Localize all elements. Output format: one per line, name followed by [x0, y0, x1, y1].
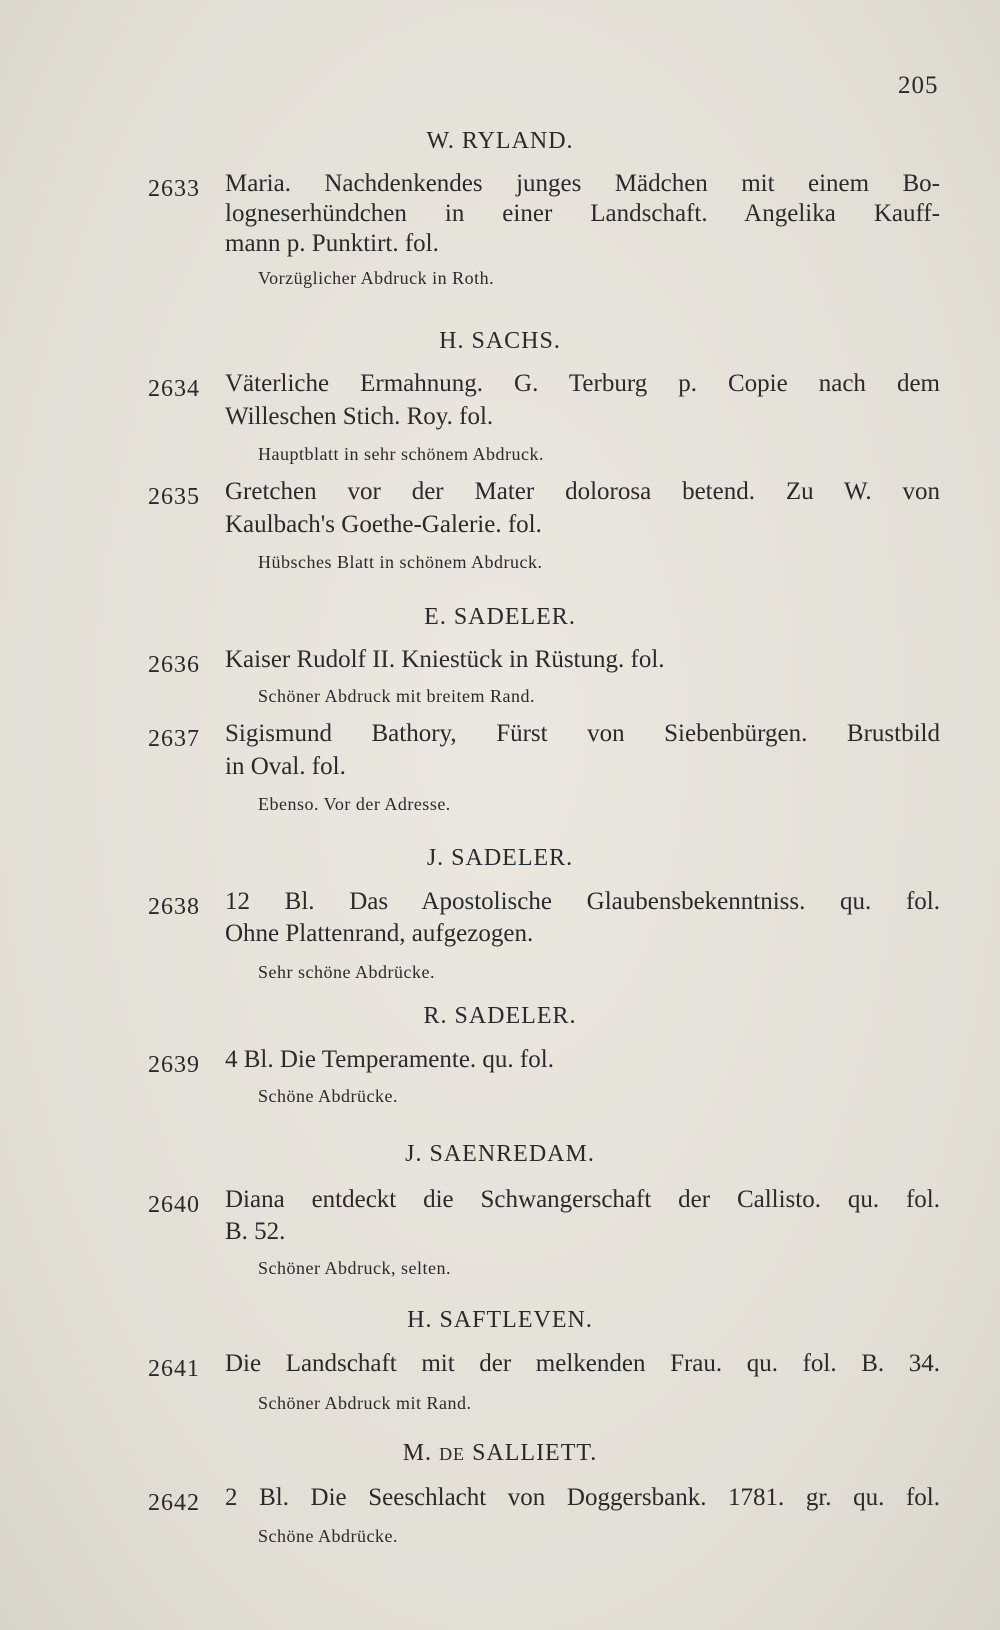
entry-note: Schöner Abdruck mit Rand. — [258, 1393, 472, 1413]
entry-number: 2639 — [148, 1052, 200, 1078]
entry-text-line: in Oval. fol. — [225, 753, 346, 780]
entry-note: Vorzüglicher Abdruck in Roth. — [258, 268, 495, 288]
entry-text-line: Ohne Plattenrand, aufgezogen. — [225, 920, 534, 947]
entry-text-line: Die Landschaft mit der melkenden Frau. qu. fol. B. 34. — [225, 1350, 940, 1377]
section-heading-j-sadeler: J. SADELER. — [426, 845, 574, 871]
entry-number: 2634 — [148, 376, 200, 402]
section-heading-salliett — [0, 1440, 1000, 1467]
entry-text-line: 4 Bl. Die Temperamente. qu. fol. — [225, 1046, 554, 1073]
entry-note: Hübsches Blatt in schönem Abdruck. — [258, 552, 543, 572]
section-heading-ryland: W. RYLAND. — [426, 128, 574, 154]
entry-number: 2641 — [148, 1356, 200, 1382]
heading-initial: M. — [402, 1440, 433, 1466]
entry-note: Schöner Abdruck, selten. — [258, 1258, 451, 1278]
entry-text-line: 12 Bl. Das Apostolische Glaubensbekenntniss. qu. fol. — [225, 888, 940, 915]
entry-text-line: Väterliche Ermahnung. G. Terburg p. Copie nach dem — [225, 370, 940, 397]
entry-number: 2642 — [148, 1490, 200, 1516]
entry-text-line: 2 Bl. Die Seeschlacht von Doggersbank. 1781. gr. qu. fol. — [225, 1484, 940, 1511]
entry-number: 2640 — [148, 1192, 200, 1218]
entry-text-line: mann p. Punktirt. fol. — [225, 230, 439, 257]
section-heading-saenredam: J. SAENREDAM. — [405, 1141, 595, 1167]
section-heading-e-sadeler: E. SADELER. — [424, 604, 576, 630]
entry-number: 2635 — [148, 484, 200, 510]
entry-text-line: logneserhündchen in einer Landschaft. Angelika Kauff- — [225, 200, 940, 227]
entry-number: 2638 — [148, 894, 200, 920]
page-number: 205 — [898, 72, 939, 99]
entry-note: Sehr schöne Abdrücke. — [258, 962, 435, 982]
entry-number: 2636 — [148, 652, 200, 678]
section-heading-r-sadeler: R. SADELER. — [423, 1003, 577, 1029]
entry-note: Hauptblatt in sehr schönem Abdruck. — [258, 444, 544, 464]
entry-note: Schöne Abdrücke. — [258, 1526, 398, 1546]
entry-note: Schöner Abdruck mit breitem Rand. — [258, 686, 535, 706]
section-heading-saftleven: H. SAFTLEVEN. — [407, 1307, 593, 1333]
section-heading-sachs: H. SACHS. — [439, 328, 561, 354]
heading-name: SALLIETT. — [472, 1440, 598, 1466]
entry-text-line: Kaiser Rudolf II. Kniestück in Rüstung. fol. — [225, 646, 665, 673]
entry-number: 2633 — [148, 176, 200, 202]
heading-particle: DE — [439, 1444, 466, 1464]
entry-number: 2637 — [148, 726, 200, 752]
entry-text-line: B. 52. — [225, 1218, 286, 1245]
entry-text-line: Kaulbach's Goethe-Galerie. fol. — [225, 511, 542, 538]
entry-text-line: Willeschen Stich. Roy. fol. — [225, 403, 494, 430]
entry-note: Ebenso. Vor der Adresse. — [258, 794, 451, 814]
entry-text-line: Gretchen vor der Mater dolorosa betend. Zu W. von — [225, 478, 940, 505]
entry-text-line: Maria. Nachdenkendes junges Mädchen mit einem Bo- — [225, 170, 940, 197]
entry-text-line: Diana entdeckt die Schwangerschaft der Callisto. qu. fol. — [225, 1186, 940, 1213]
entry-note: Schöne Abdrücke. — [258, 1086, 398, 1106]
entry-text-line: Sigismund Bathory, Fürst von Siebenbürgen. Brustbild — [225, 720, 940, 747]
